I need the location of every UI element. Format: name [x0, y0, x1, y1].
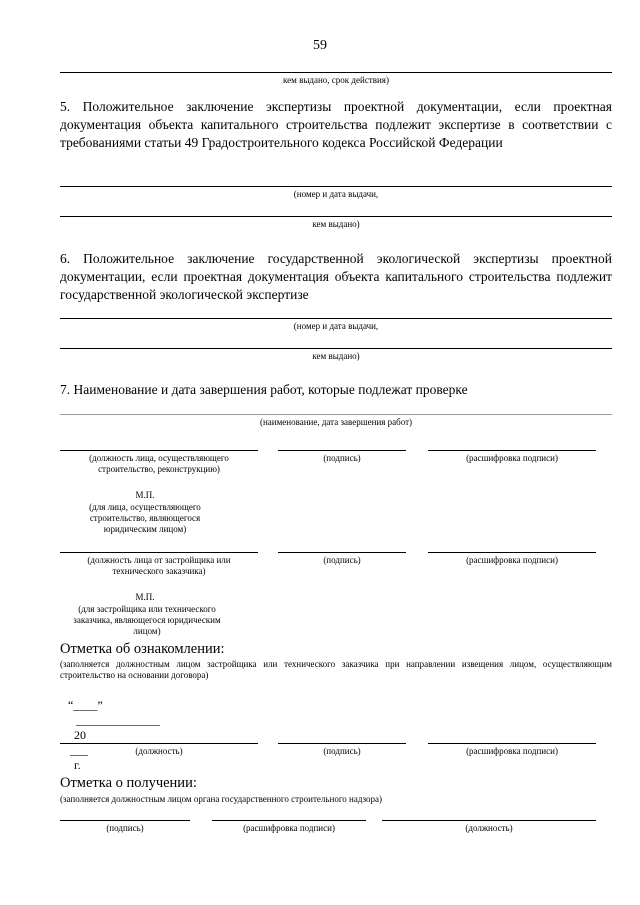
sig1-decoding-caption: (расшифровка подписи) — [466, 453, 558, 463]
receipt-signature-line[interactable] — [60, 820, 190, 821]
sig2-decoding-caption: (расшифровка подписи) — [466, 555, 558, 565]
section-6-line-1[interactable] — [60, 318, 612, 319]
section-7-text: 7. Наименование и дата завершения работ, которые подлежат проверке — [60, 382, 468, 397]
section-5-line-2[interactable] — [60, 216, 612, 217]
section-5-caption-2: кем выдано) — [312, 219, 360, 229]
sig1-stamp: М.П. — [135, 490, 155, 500]
ack-decoding-caption: (расшифровка подписи) — [466, 746, 558, 756]
section-7-caption: (наименование, дата завершения работ) — [259, 417, 413, 427]
date-day: “____” — [68, 698, 103, 712]
sig1-stamp-note: (для лица, осуществляющего строительство, являющегося юридическим лицом) — [89, 502, 201, 534]
receipt-decoding-caption: (расшифровка подписи) — [243, 823, 335, 833]
sig1-position-caption: (должность лица, осуществляющего строительство, реконструкцию) — [89, 453, 229, 474]
section-5-text: 5. Положительное заключение экспертизы проектной документации, если проектная документация объекта капитального строительства подлежит экспертизе в соответствии с требованиями статьи 49 Градостроительного кодекса Российской Федерации — [60, 99, 612, 150]
sig2-stamp: М.П. — [135, 592, 155, 602]
date-year-suffix: г. — [74, 758, 81, 772]
acknowledgement-note: (заполняется должностным лицом застройщика или технического заказчика при направлении извещения лицом, осуществляющим строительство на основании договора) — [60, 659, 612, 680]
sig1-position-line[interactable] — [60, 450, 258, 451]
sig2-position-caption: (должность лица от застройщика или технического заказчика) — [87, 555, 231, 576]
acknowledgement-heading: Отметка об ознакомлении: — [60, 641, 225, 657]
top-fill-line — [60, 72, 612, 73]
section-6-text: 6. Положительное заключение государственной экологической экспертизы проектной документации, если проектная документация объекта капитального строительства подлежит государственной экологической экспертизе — [60, 251, 612, 302]
section-5-line-1[interactable] — [60, 186, 612, 187]
sig2-signature-caption: (подпись) — [323, 555, 361, 565]
receipt-decoding-line[interactable] — [212, 820, 366, 821]
receipt-position-line[interactable] — [382, 820, 596, 821]
page-number: 59 — [313, 38, 327, 53]
sig2-decoding-line[interactable] — [428, 552, 596, 553]
sig1-signature-line[interactable] — [278, 450, 406, 451]
sig2-signature-line[interactable] — [278, 552, 406, 553]
ack-signature-line[interactable] — [278, 743, 406, 744]
section-6-caption-1: (номер и дата выдачи, — [293, 321, 379, 331]
sig2-position-line[interactable] — [60, 552, 258, 553]
receipt-position-caption: (должность) — [465, 823, 513, 833]
section-6-line-2[interactable] — [60, 348, 612, 349]
ack-signature-caption: (подпись) — [323, 746, 361, 756]
date-year-prefix: 20 — [74, 728, 86, 742]
sig1-decoding-line[interactable] — [428, 450, 596, 451]
sig2-stamp-note: (для застройщика или технического заказчика, являющегося юридическим лицом) — [73, 604, 221, 636]
sig1-signature-caption: (подпись) — [323, 453, 361, 463]
date-month: ______________ — [76, 713, 160, 727]
acknowledgement-date[interactable] — [62, 683, 160, 773]
section-6-caption-2: кем выдано) — [312, 351, 360, 361]
ack-position-line[interactable] — [60, 743, 258, 744]
section-5-caption-1: (номер и дата выдачи, — [293, 189, 379, 199]
top-caption: кем выдано, срок действия) — [283, 75, 389, 85]
receipt-signature-caption: (подпись) — [106, 823, 144, 833]
ack-decoding-line[interactable] — [428, 743, 596, 744]
receipt-note: (заполняется должностным лицом органа государственного строительного надзора) — [60, 794, 383, 804]
date-year-blank: ___ — [70, 743, 88, 757]
receipt-heading: Отметка о получении: — [60, 775, 197, 791]
section-7-line[interactable] — [60, 414, 612, 415]
ack-position-caption: (должность) — [135, 746, 183, 756]
